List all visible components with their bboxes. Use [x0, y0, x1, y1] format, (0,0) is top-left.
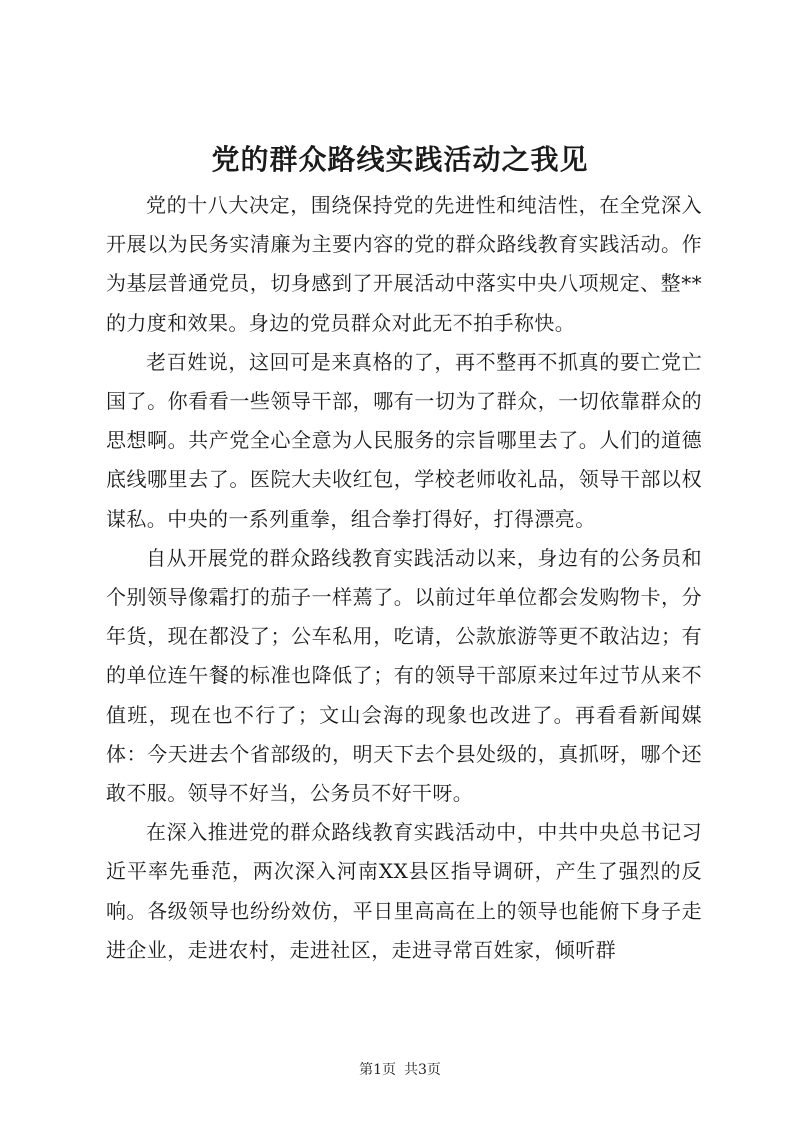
paragraph-4: 在深入推进党的群众路线教育实践活动中，中共中央总书记习近平率先垂范，两次深入河南XX县区指导调研，产生了强烈的反响。各级领导也纷纷效仿，平日里高高在上的领导也能俯下身子走进企业，走进农村，走进社区，走进寻常百姓家，倾听群	[106, 820, 702, 962]
paragraph-3: 自从开展党的群众路线教育实践活动以来，身边有的公务员和个别领导像霜打的茄子一样蔫了。以前过年单位都会发购物卡，分年货，现在都没了；公车私用，吃请，公款旅游等更不敢沾边；有的单位连午餐的标准也降低了；有的领导干部原来过年过节从来不值班，现在也不行了；文山会海的现象也改进了。再看看新闻媒体：今天进去个省部级的，明天下去个县处级的，真抓呀，哪个还敢不服。领导不好当，公务员不好干呀。	[106, 545, 702, 806]
paragraph-2: 老百姓说，这回可是来真格的了，再不整再不抓真的要亡党亡国了。你看看一些领导干部，哪有一切为了群众，一切依靠群众的思想啊。共产党全心全意为人民服务的宗旨哪里去了。人们的道德底线哪里去了。医院大夫收红包，学校老师收礼品，领导干部以权谋私。中央的一系列重拳，组合拳打得好，打得漂亮。	[106, 349, 702, 531]
document-title: 党的群众路线实践活动之我见	[211, 143, 589, 176]
paragraph-1: 党的十八大决定，围绕保持党的先进性和纯洁性，在全党深入开展以为民务实清廉为主要内容的党的群众路线教育实践活动。作为基层普通党员，切身感到了开展活动中落实中央八项规定、整**的力度和效果。身边的党员群众对此无不拍手称快。	[106, 193, 702, 335]
page-number: 第1页	[359, 1062, 396, 1078]
document-body	[106, 186, 702, 970]
page-total: 共3页	[404, 1062, 441, 1078]
page-footer	[0, 1060, 800, 1080]
